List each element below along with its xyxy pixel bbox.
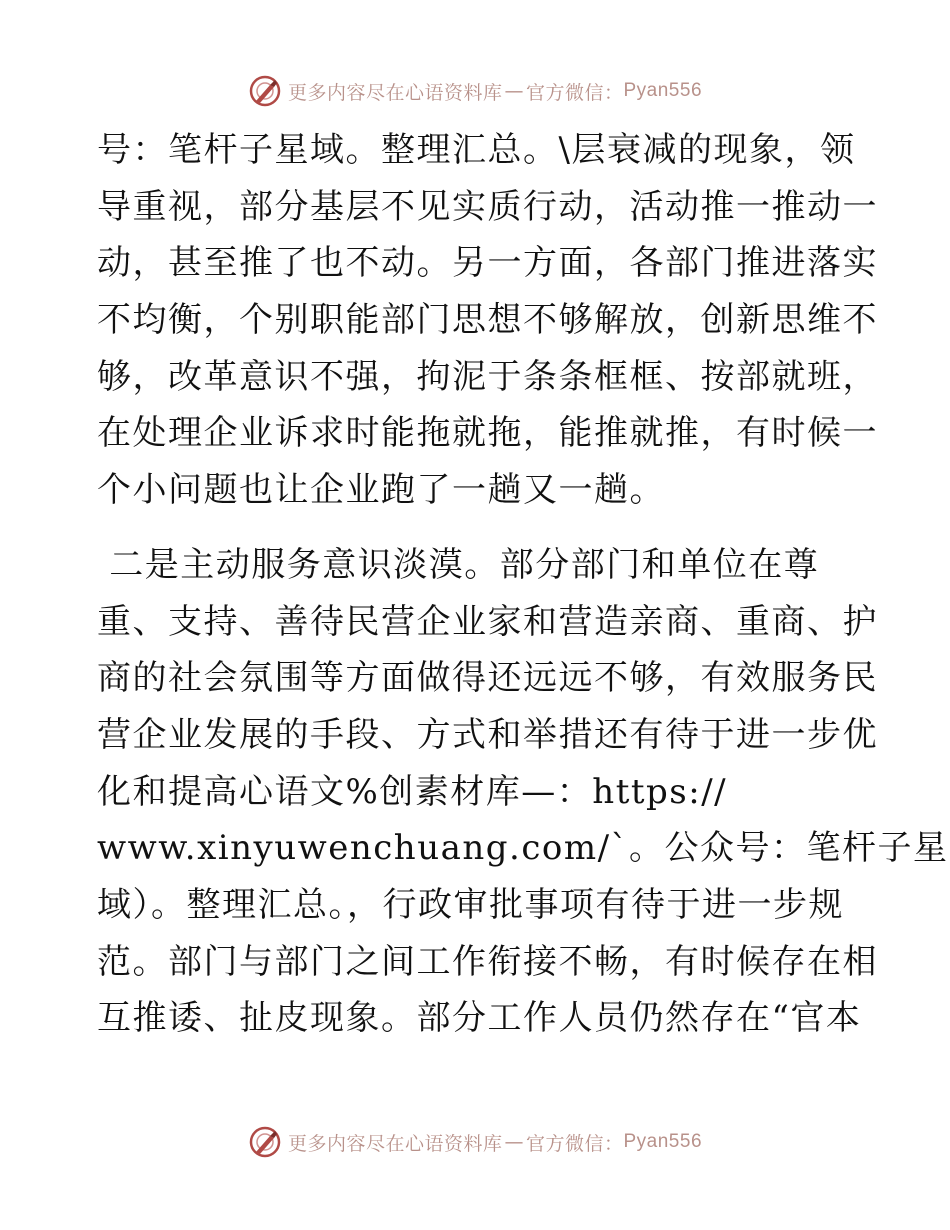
banner-wechat-id: Pyan556 <box>623 80 703 101</box>
banner-wechat-id: Pyan556 <box>623 1131 703 1152</box>
text-line: 营企业发展的手段、方式和举措还有待于进一步优 <box>97 714 878 755</box>
banner-text: 更多内容尽在心语资料库 <box>287 1132 503 1155</box>
banner-separator: — <box>504 1131 524 1153</box>
banner-text: 更多内容尽在心语资料库 <box>287 81 503 104</box>
paragraph-1 <box>97 122 878 519</box>
text-line: 动，甚至推了也不动。另一方面，各部门推进落实 <box>97 243 878 284</box>
text-line: 化和提高心语文%创素材库—：https:// <box>97 771 728 812</box>
paragraph-2 <box>97 537 949 1047</box>
text-line: 够，改革意识不强，拘泥于条条框框、按部就班， <box>97 356 878 397</box>
text-line: 域）。整理汇总。，行政审批事项有待于进一步规 <box>97 884 844 925</box>
text-line: 不均衡，个别职能部门思想不够解放，创新思维不 <box>97 300 878 341</box>
banner-wechat-label: 官方微信： <box>525 81 624 104</box>
footer-banner <box>0 1122 950 1162</box>
text-line: 在处理企业诉求时能拖就拖，能推就推，有时候一 <box>97 413 878 454</box>
brush-logo-icon <box>248 74 282 108</box>
text-line: 二是主动服务意识淡漠。部分部门和单位在尊 <box>97 544 820 585</box>
text-line: 号：笔杆子星域。整理汇总。\层衰减的现象，领 <box>97 130 856 170</box>
text-line: www.xinyuwenchuang.com/`。公众号：笔杆子星 <box>97 828 949 869</box>
header-banner <box>0 71 950 111</box>
brush-logo-icon <box>248 1125 282 1159</box>
text-line: 重、支持、善待民营企业家和营造亲商、重商、护 <box>97 601 878 642</box>
text-line: 商的社会氛围等方面做得还远远不够，有效服务民 <box>97 658 878 699</box>
banner-separator: — <box>504 80 524 102</box>
text-line: 互推诿、扯皮现象。部分工作人员仍然存在“官本 <box>97 998 862 1039</box>
document-body <box>97 122 949 1047</box>
paragraph-gap <box>97 519 857 537</box>
text-line: 个小问题也让企业跑了一趟又一趟。 <box>97 470 665 511</box>
text-line: 导重视，部分基层不见实质行动，活动推一推动一 <box>97 186 878 227</box>
text-line: 范。部门与部门之间工作衔接不畅，有时候存在相 <box>97 941 878 982</box>
banner-wechat-label: 官方微信： <box>525 1132 624 1155</box>
